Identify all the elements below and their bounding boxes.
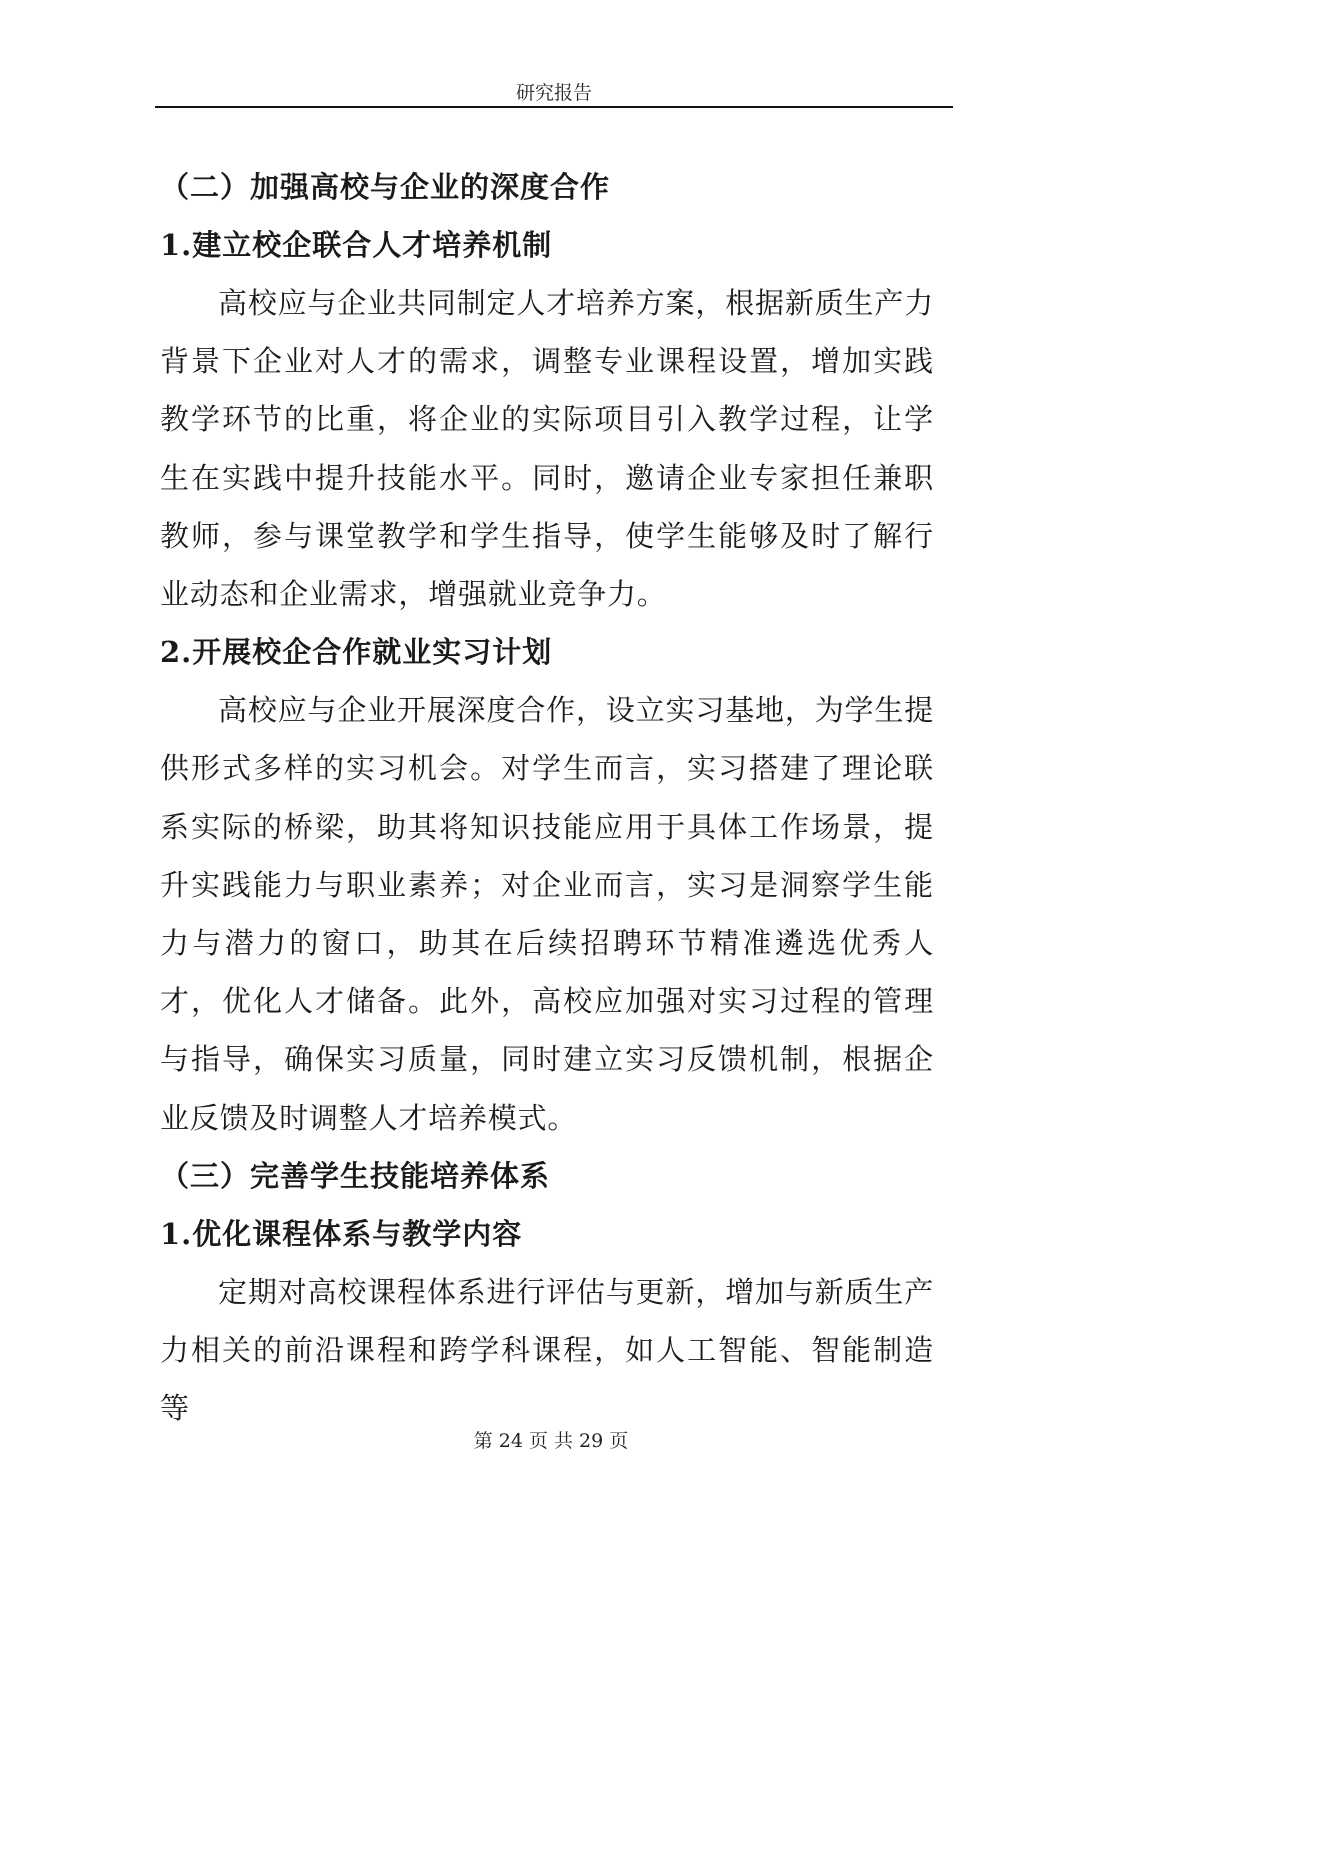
paragraph-3-1: 定期对高校课程体系进行评估与更新，增加与新质生产力相关的前沿课程和跨学科课程，如人工智能、智能制造等 [160,1274,934,1426]
subsection-heading-2-1: 1.建立校企联合人才培养机制 [160,228,553,262]
section-heading-2: （二）加强高校与企业的深度合作 [160,170,611,204]
page-body [160,158,934,1437]
header-divider [155,106,953,108]
page-number: 第 24 页 共 29 页 [473,1430,629,1452]
running-header: 研究报告 [515,82,592,104]
section-heading-3: （三）完善学生技能培养体系 [160,1158,551,1193]
paragraph-2-2: 高校应与企业开展深度合作，设立实习基地，为学生提供形式多样的实习机会。对学生而言，实习搭建了理论联系实际的桥梁，助其将知识技能应用于具体工作场景，提升实践能力与职业素养；对企业而言，实习是洞察学生能力与潜力的窗口，助其在后续招聘环节精准遴选优秀人才，优化人才储备。此外，高校应加强对实习过程的管理与指导，确保实习质量，同时建立实习反馈机制，根据企业反馈及时调整人才培养模式。 [160,693,934,1135]
subsection-heading-3-1: 1.优化课程体系与教学内容 [160,1216,523,1251]
subsection-heading-2-2: 2.开展校企合作就业实习计划 [160,635,553,670]
paragraph-2-1: 高校应与企业共同制定人才培养方案，根据新质生产力背景下企业对人才的需求，调整专业课程设置，增加实践教学环节的比重，将企业的实际项目引入教学过程，让学生在实践中提升技能水平。同时，邀请企业专家担任兼职教师，参与课堂教学和学生指导，使学生能够及时了解行业动态和企业需求，增强就业竞争力。 [160,286,934,612]
